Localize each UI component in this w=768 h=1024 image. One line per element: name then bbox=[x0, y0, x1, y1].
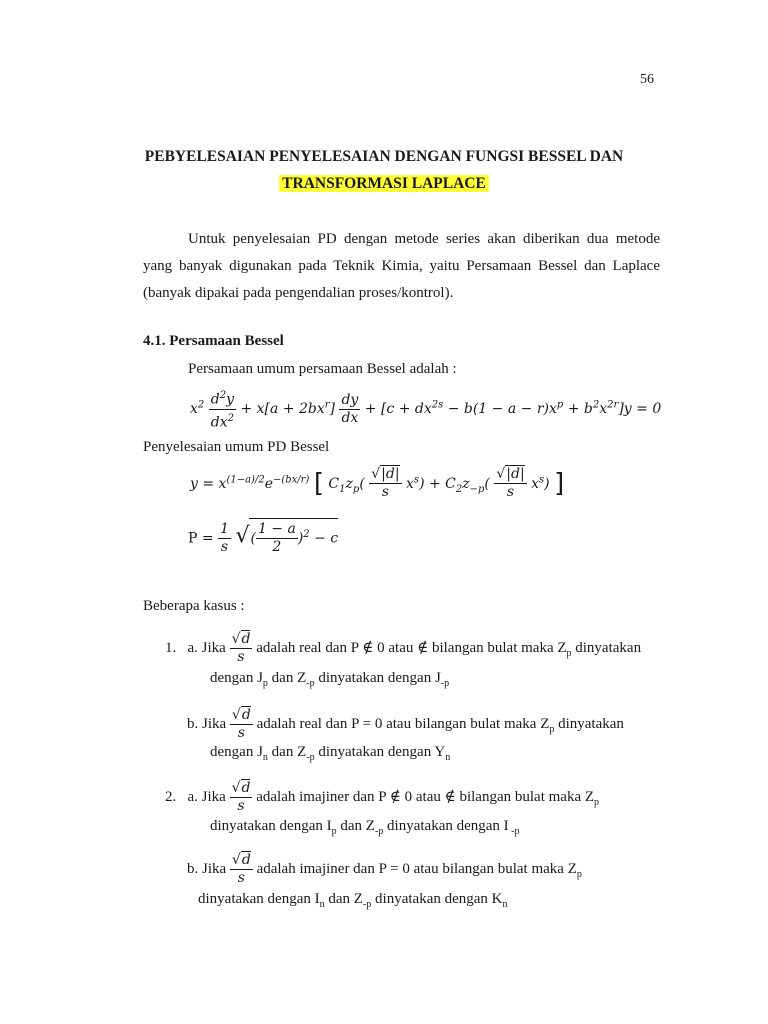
case-2b-main: b. Jika $\frac{√d}{s}$ adalah imajiner dan P = 0 atau bilangan bulat maka $Z_p$ bbox=[187, 852, 582, 886]
solution-intro: Penyelesaian umum PD Bessel bbox=[143, 439, 330, 455]
intro-text: Untuk penyelesaian PD dengan metode series akan diberikan dua metode yang banyak digunakan pada Teknik Kimia, yaitu Persamaan Bessel dan Laplace (banyak dipakai pada pengendalian proses/kontrol). bbox=[143, 231, 660, 301]
sqrt-d-over-s: $\frac{√d}{s}$ bbox=[231, 780, 251, 814]
case-text: adalah real dan P ∉ 0 atau ∉ bilangan bulat maka Z bbox=[256, 639, 567, 656]
intro-paragraph bbox=[143, 226, 660, 307]
case-text: adalah imajiner dan P ∉ 0 atau ∉ bilangan bulat maka Z bbox=[256, 788, 595, 805]
equation-intro: Persamaan umum persamaan Bessel adalah : bbox=[188, 361, 457, 377]
general-solution-equation: $y = x^{(1-a)/2}e^{-(bx/r)}$ [ $C_1z_p$( $\frac{√|d|}{s}$ $x^s) + C_2z_{-p}$( $\frac{√|d|}{s}$ $x^s$) ] bbox=[190, 466, 565, 500]
title-highlight: TRANSFORMASI LAPLACE bbox=[279, 175, 489, 192]
case-1b-main: b. Jika $\frac{√d}{s}$ adalah real dan P = 0 atau bilangan bulat maka $Z_p$ dinyatakan bbox=[187, 707, 624, 741]
case-letter: a. Jika bbox=[187, 639, 226, 656]
case-number: 1. bbox=[165, 639, 177, 656]
case-number: 2. bbox=[165, 788, 177, 805]
sqrt-d-over-s: $\frac{√d}{s}$ bbox=[231, 852, 251, 886]
case-2b-cont: dinyatakan dengan $I_n$ dan $Z_{-p}$ dinyatakan dengan $K_n$ bbox=[198, 891, 508, 910]
p-formula: P = $\frac{1}{s}$ √( $\frac{1 - a}{2}$ )$^2$ − c bbox=[188, 518, 338, 556]
section-heading: 4.1. Persamaan Bessel bbox=[143, 333, 284, 349]
case-letter: a. Jika bbox=[187, 788, 226, 805]
cases-intro: Beberapa kasus : bbox=[143, 598, 245, 614]
sqrt-d-over-s: $\frac{√d}{s}$ bbox=[231, 631, 251, 665]
case-text: adalah real dan P = 0 atau bilangan bulat maka Z bbox=[256, 715, 550, 732]
bessel-equation: $x^2$ $\frac{d^2y}{dx^2}$ + $x[a + 2bx^r]$ $\frac{dy}{dx}$ + $[c + dx^{2s} - b(1 - a - r)x^p + b^2x^{2r}]y = 0$ bbox=[190, 387, 661, 431]
case-2a-cont: dinyatakan dengan $I_p$ dan $Z_{-p}$ dinyatakan dengan I $_{-p}$ bbox=[210, 818, 520, 837]
case-1b-cont: dengan $J_n$ dan $Z_{-p}$ dinyatakan dengan $Y_n$ bbox=[210, 744, 451, 763]
case-1a-cont: dengan $J_p$ dan $Z_{-p}$ dinyatakan dengan $J_{-p}$ bbox=[210, 670, 450, 689]
p-label: P = bbox=[188, 530, 214, 547]
case-letter: b. Jika bbox=[187, 860, 227, 877]
page-title-line-2 bbox=[0, 175, 768, 193]
page-title-line-1: PEBYELESAIAN PENYELESAIAN DENGAN FUNGSI BESSEL DAN bbox=[144, 148, 624, 165]
case-1a-main: 1. a. Jika $\frac{√d}{s}$ adalah real dan P ∉ 0 atau ∉ bilangan bulat maka $Z_p$ dinyatakan bbox=[165, 631, 642, 665]
page-number: 56 bbox=[640, 72, 654, 87]
case-2a-main: 2. a. Jika $\frac{√d}{s}$ adalah imajiner dan P ∉ 0 atau ∉ bilangan bulat maka $Z_p$ bbox=[165, 780, 600, 814]
sqrt-d-over-s: $\frac{√d}{s}$ bbox=[231, 707, 251, 741]
case-text: adalah imajiner dan P = 0 atau bilangan bulat maka Z bbox=[256, 860, 577, 877]
case-letter: b. Jika bbox=[187, 715, 227, 732]
